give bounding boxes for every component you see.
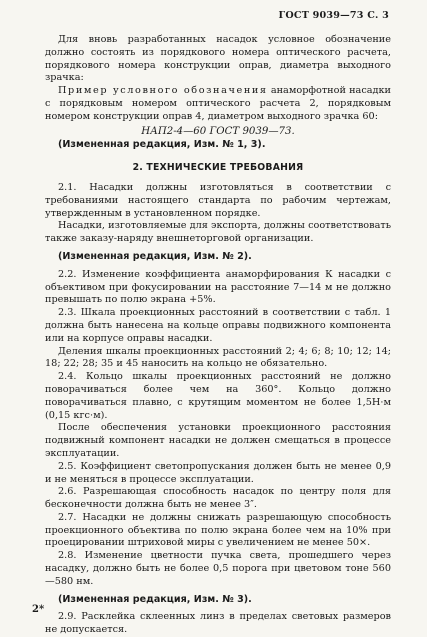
example-text: анаморфотной насадки с порядковым номером оптического расчета 2, порядковым номером конструкции оправ 4, диаметром выходного зрачка 60:: [45, 85, 391, 122]
clause-2-3-divisions: Деления шкалы проекционных расстояний 2; 4; 6; 8; 10; 12; 14; 18; 22; 28; 35 и 45 наносить на кольцо не обязательно.: [45, 345, 391, 370]
edit-note-1: (Измененная редакция, Изм. № 1, 3).: [58, 139, 266, 151]
clause-2-1-export: Насадки, изготовляемые для экспорта, должны соответствовать также заказу-наряду внешнеторговой организации.: [45, 220, 391, 245]
clause-2-7: 2.7. Насадки не должны снижать разрешающую способность проекционного объектива по полю экрана более чем на 10% при проецировании штриховой миры с увеличением не менее 50×.: [45, 511, 391, 549]
signature-mark: 2*: [32, 604, 45, 615]
clause-2-4-fixing: После обеспечения установки проекционного расстояния подвижный компонент насадки не должен смещаться в процессе эксплуатации.: [45, 422, 391, 459]
clause-2-4: 2.4. Кольцо шкалы проекционных расстояний не должно поворачиваться более чем на 360°. Кольцо должно поворачиваться плавно, с крутящим моментом не более 1,5Н·м (0,15 кгс·м).: [45, 371, 391, 421]
clause-2-5: 2.5. Коэффициент светопропускания должен быть не менее 0,9 и не меняться в процессе эксплуатации.: [45, 460, 391, 485]
example-label: Пример условного обозначения: [58, 85, 268, 97]
paragraph-designation: Для вновь разработанных насадок условное обозначение должно состоять из порядкового номера оптического расчета, порядкового номера конструкции оправ, диаметра выходного зрачка:: [45, 34, 391, 84]
clause-2-2: 2.2. Изменение коэффициента анаморфирования К насадки с объективом при фокусировании на расстояние 7—14 м не должно превышать по полю экрана +5%.: [45, 268, 391, 306]
clause-2-1: 2.1. Насадки должны изготовляться в соответствии с требованиями настоящего стандарта по рабочим чертежам, утвержденным в установленном порядке.: [45, 181, 391, 219]
page-header: ГОСТ 9039—73 С. 3: [278, 10, 389, 21]
paragraph-example: [45, 85, 391, 123]
edit-note-2: (Измененная редакция, Изм. № 2).: [58, 250, 252, 262]
clause-2-3: 2.3. Шкала проекционных расстояний в соответствии с табл. 1 должна быть нанесена на кольце оправы подвижного компонента или на корпусе оправы насадки.: [45, 307, 391, 344]
section-title: 2. ТЕХНИЧЕСКИЕ ТРЕБОВАНИЯ: [132, 162, 304, 174]
edit-note-3: (Измененная редакция, Изм. № 3).: [58, 593, 252, 605]
page-content: [45, 34, 391, 637]
example-code: НАП2-4—60 ГОСТ 9039—73.: [141, 125, 295, 137]
clause-2-8: 2.8. Изменение цветности пучка света, прошедшего через насадку, должно быть не более 0,5 порога при цветовом тоне 560—580 нм.: [45, 550, 391, 587]
clause-2-9: 2.9. Расклейка склеенных линз в пределах световых размеров не допускается.: [45, 611, 391, 636]
clause-2-6: 2.6. Разрешающая способность насадок по центру поля для бесконечности должна быть не менее 3″.: [45, 486, 391, 511]
